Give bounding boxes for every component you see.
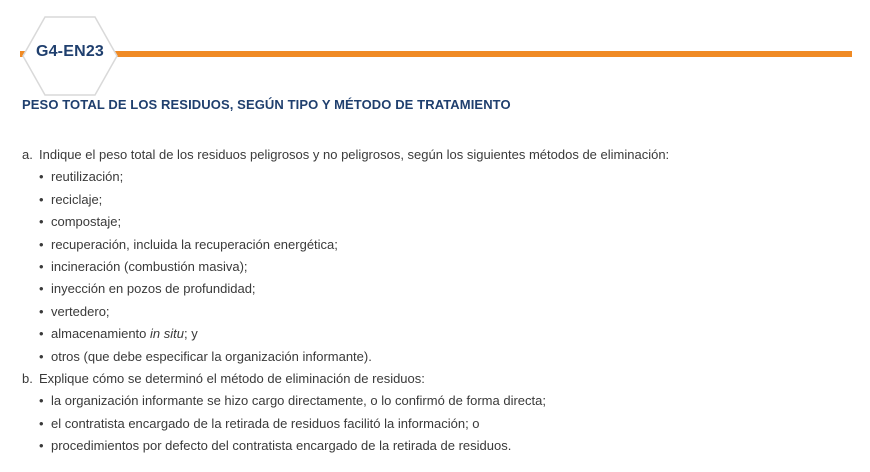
- bullet-icon: •: [39, 438, 44, 454]
- list-item: [22, 301, 852, 323]
- requirement-item-b: [22, 368, 852, 390]
- indicator-code: G4-EN23: [35, 43, 105, 60]
- list-item: [22, 413, 852, 435]
- bullet-icon: •: [39, 415, 44, 431]
- bullet-icon: •: [39, 348, 44, 364]
- requirement-item-a: [22, 144, 852, 166]
- list-item-text: inyección en pozos de profundidad;: [51, 281, 256, 297]
- list-item: [22, 435, 852, 457]
- list-item: [22, 211, 852, 233]
- indicator-header: [20, 16, 852, 96]
- requirements-content: [22, 144, 852, 458]
- list-item: [22, 189, 852, 211]
- indicator-badge: [20, 16, 120, 96]
- item-marker: b.: [22, 371, 33, 387]
- list-item-text: reutilización;: [51, 169, 124, 185]
- list-item-text: almacenamiento: [51, 326, 150, 342]
- bullet-icon: •: [39, 236, 44, 252]
- section-title: PESO TOTAL DE LOS RESIDUOS, SEGÚN TIPO Y MÉTODO DE TRATAMIENTO: [22, 97, 511, 112]
- item-text: Explique cómo se determinó el método de eliminación de residuos:: [39, 371, 425, 387]
- bullet-icon: •: [39, 214, 44, 230]
- list-item-text: la organización informante se hizo cargo directamente, o lo confirmó de forma directa;: [51, 393, 546, 409]
- list-item-text: recuperación, incluida la recuperación energética;: [51, 236, 338, 252]
- item-marker: a.: [22, 147, 33, 162]
- list-item-text: compostaje;: [51, 214, 122, 230]
- disposal-methods-list: [22, 166, 852, 368]
- list-item-text: el contratista encargado de la retirada de residuos facilitó la información; o: [51, 415, 480, 431]
- bullet-icon: •: [39, 326, 44, 342]
- list-item: [22, 256, 852, 278]
- list-item-text: reciclaje;: [51, 191, 103, 207]
- list-item-text: otros (que debe especificar la organización informante).: [51, 348, 372, 364]
- list-item: [22, 323, 852, 345]
- bullet-icon: •: [39, 259, 44, 275]
- list-item: [22, 166, 852, 188]
- list-item-italic-text: in situ: [150, 326, 184, 342]
- list-item-text: vertedero;: [51, 303, 110, 319]
- bullet-icon: •: [39, 191, 44, 207]
- list-item: [22, 234, 852, 256]
- bullet-icon: •: [39, 281, 44, 297]
- determination-methods-list: [22, 390, 852, 457]
- list-item-text: ; y: [183, 326, 198, 342]
- item-text: Indique el peso total de los residuos peligrosos y no peligrosos, según los siguientes métodos de eliminación:: [39, 147, 670, 162]
- list-item: [22, 346, 852, 368]
- orange-divider-rule: [20, 51, 852, 57]
- bullet-icon: •: [39, 393, 44, 409]
- bullet-icon: •: [39, 303, 44, 319]
- list-item-text: incineración (combustión masiva);: [51, 259, 248, 275]
- list-item: [22, 390, 852, 412]
- bullet-icon: •: [39, 169, 44, 185]
- list-item-text: procedimientos por defecto del contratista encargado de la retirada de residuos.: [51, 438, 512, 454]
- list-item: [22, 278, 852, 300]
